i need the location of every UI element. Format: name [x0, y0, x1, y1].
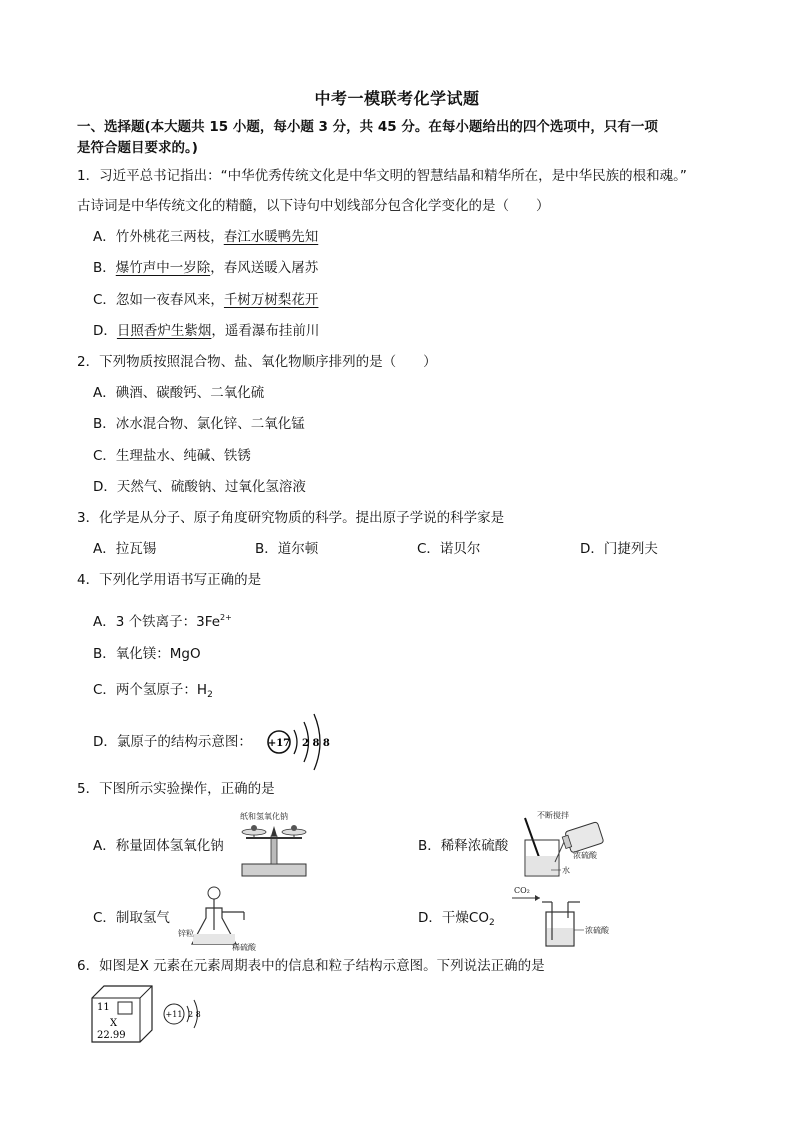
- q3-stem: 3．化学是从分子、原子角度研究物质的科学。提出原子学说的科学家是: [77, 510, 505, 526]
- q4-option-c-text: C．两个氢原子：H: [93, 682, 208, 698]
- q1-option-a-underlined: 春江水暖鸭先知: [223, 229, 319, 245]
- q1-stem-cont: 古诗词是中华传统文化的精髓，以下诗句中划线部分包含化学变化的是（ ）: [77, 198, 550, 214]
- q1-option-c-text: C．忽如一夜春风来，: [93, 292, 224, 308]
- q4-option-b[interactable]: B．氧化镁：MgO: [93, 646, 201, 662]
- q4-option-d[interactable]: [93, 733, 252, 751]
- element-symbol: X: [110, 1018, 118, 1029]
- q1-option-c[interactable]: [93, 291, 318, 309]
- q3-option-b[interactable]: B．道尔顿: [255, 541, 319, 557]
- element-info-figure: [90, 984, 220, 1044]
- q4-option-c[interactable]: [93, 681, 213, 704]
- q5-option-d-text: D．干燥CO: [418, 910, 489, 926]
- q6-stem: 6．如图是X 元素在元素周期表中的信息和粒子结构示意图。下列说法正确的是: [77, 958, 545, 974]
- q2-option-c[interactable]: C．生理盐水、纯碱、铁锈: [93, 448, 251, 464]
- drying-label-co2: CO₂: [514, 886, 530, 895]
- q5-option-a[interactable]: A．称量固体氢氧化钠: [93, 838, 224, 854]
- element-atomic-number: 11: [97, 1002, 110, 1013]
- q4-option-c-subscript: 2: [207, 690, 213, 700]
- q1-option-b[interactable]: [93, 259, 318, 277]
- balance-figure-label: 纸和氢氧化钠: [240, 812, 288, 821]
- section-heading: 一、选择题(本大题共 15 小题，每小题 3 分，共 45 分。在每小题给出的四个选项中，只有一项: [77, 119, 658, 135]
- dilution-label-water: 水: [562, 866, 570, 875]
- chlorine-nucleus-label: +17: [267, 738, 291, 749]
- q3-option-c[interactable]: C．诺贝尔: [417, 541, 481, 557]
- drying-label-acid: 浓硫酸: [585, 926, 609, 935]
- element-atomic-mass: 22.99: [97, 1030, 126, 1041]
- q1-option-d-underlined: 日照香炉生紫烟: [116, 323, 212, 339]
- particle-shell-electrons: 2 8: [188, 1010, 201, 1019]
- q5-option-d[interactable]: [418, 909, 495, 932]
- q4-option-a-charge: 2+: [220, 613, 232, 622]
- q2-option-b[interactable]: B．冰水混合物、氯化锌、二氧化锰: [93, 416, 305, 432]
- co2-drying-figure: [508, 884, 618, 950]
- q5-option-c[interactable]: C．制取氢气: [93, 910, 170, 926]
- chlorine-atom-diagram: [264, 710, 330, 772]
- q1-option-a-text: A．竹外桃花三两枝，: [93, 229, 224, 245]
- q1-option-b-underlined: 爆竹声中一岁除: [115, 260, 211, 276]
- hydrogen-label-zinc: 锌粒: [178, 929, 194, 938]
- q5-option-b[interactable]: B．稀释浓硫酸: [418, 838, 509, 854]
- q1-option-a[interactable]: [93, 228, 318, 246]
- q4-stem: 4．下列化学用语书写正确的是: [77, 572, 262, 588]
- q1-option-b-prefix: B．: [93, 260, 116, 276]
- hydrogen-label-acid: 稀硫酸: [232, 943, 256, 952]
- q1-stem: 1．习近平总书记指出：“中华优秀传统文化是中华文明的智慧结晶和精华所在，是中华民族的根和魂。”: [77, 168, 687, 184]
- q1-option-d[interactable]: [93, 322, 319, 340]
- section-heading-cont: 是符合题目要求的。): [77, 140, 198, 156]
- particle-nucleus-label: +11: [165, 1010, 183, 1019]
- q2-option-d[interactable]: D．天然气、硫酸钠、过氧化氢溶液: [93, 479, 306, 495]
- q1-option-b-text: ，春风送暖入屠苏: [210, 260, 319, 276]
- chlorine-shell-electrons: 2 8 8: [302, 738, 330, 749]
- q4-option-a-text: A．3 个铁离子：3Fe: [93, 614, 221, 630]
- q4-option-a[interactable]: [93, 609, 232, 631]
- q3-option-d[interactable]: D．门捷列夫: [580, 541, 658, 557]
- q3-option-a[interactable]: A．拉瓦锡: [93, 541, 157, 557]
- q1-option-c-underlined: 千树万树梨花开: [223, 292, 319, 308]
- q1-option-d-prefix: D．: [93, 323, 117, 339]
- q1-option-d-text: ，遥看瀑布挂前川: [211, 323, 320, 339]
- balance-scale-figure: [236, 808, 312, 878]
- dilution-figure: [515, 808, 615, 880]
- dilution-label-stir: 不断搅拌: [537, 811, 569, 820]
- hydrogen-setup-figure: [178, 884, 268, 952]
- q5-option-d-subscript: 2: [488, 918, 495, 928]
- page-title: 中考一模联考化学试题: [314, 89, 480, 108]
- q5-stem: 5．下图所示实验操作，正确的是: [77, 781, 275, 797]
- q2-stem: 2．下列物质按照混合物、盐、氧化物顺序排列的是（ ）: [77, 354, 437, 370]
- dilution-label-acid: 浓硫酸: [573, 851, 597, 860]
- q2-option-a[interactable]: A．碘酒、碳酸钙、二氧化硫: [93, 385, 265, 401]
- q4-option-d-text: D．氯原子的结构示意图：: [93, 734, 252, 750]
